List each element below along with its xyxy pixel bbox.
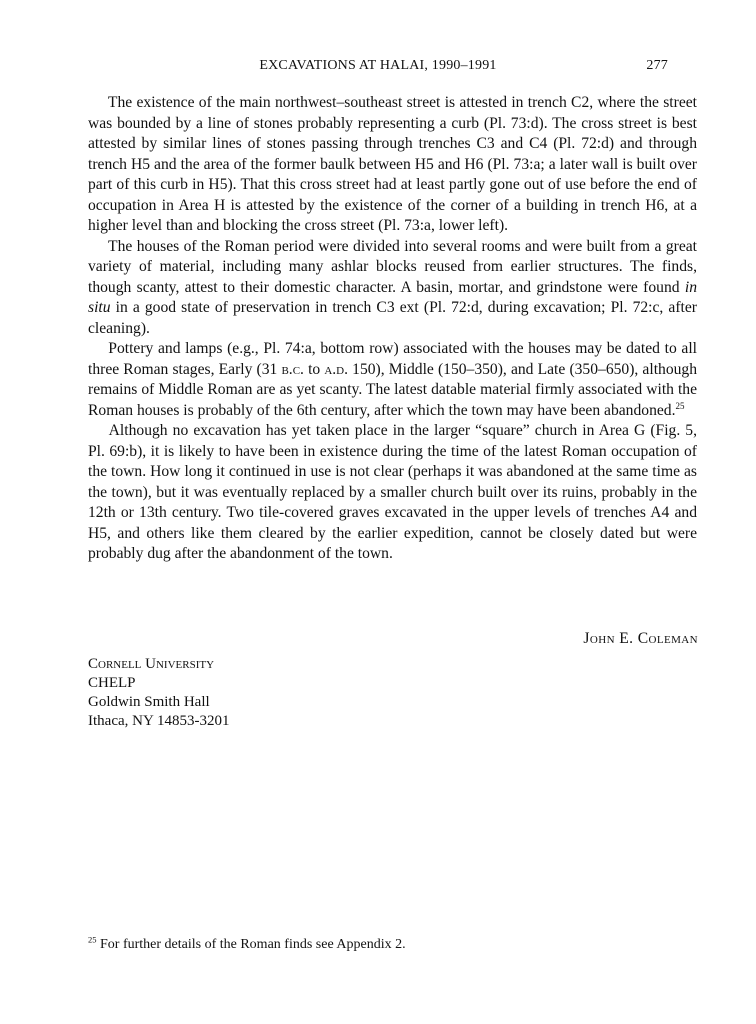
article-body bbox=[88, 93, 697, 565]
era-ad: a.d. bbox=[324, 360, 349, 378]
era-bc: b.c. bbox=[281, 360, 304, 378]
address-institution: Cornell University bbox=[88, 656, 215, 672]
footnote bbox=[88, 936, 697, 954]
page-number: 277 bbox=[646, 58, 668, 73]
paragraph-church-text: Although no excavation has yet taken place in the larger “square” church in Area G (Fig. 5, Pl. 69:b), it is likely to have been in existence during the time of the latest Roman occupation of the town. How long it continued in use is not clear (perhaps it was abandoned at the same time as the town), but it was eventually replaced by a smaller church built over its ruins, probably in the 12th or 13th century. Two tile-covered graves excavated in the upper levels of trenches A4 and H5, and others like them cleared by the earlier expedition, cannot be closely dated but were probably dug after the abandonment of the town. bbox=[88, 422, 697, 562]
paragraph-houses-text-a: The houses of the Roman period were divided into several rooms and were built from a great variety of material, including many ashlar blocks reused from earlier structures. The finds, though scanty, attest to their domestic character. A basin, mortar, and grindstone were found bbox=[88, 237, 697, 296]
paragraph-pottery-text-a: Pottery and lamps (e.g., Pl. 74:a, bottom row) associated with the houses may be dated to all three Roman stages, Early (31 bbox=[88, 340, 697, 378]
address-department: CHELP bbox=[88, 675, 136, 691]
footnote-reference[interactable]: 25 bbox=[675, 400, 685, 411]
author-signature: John E. Coleman bbox=[583, 630, 698, 647]
footnote-number: 25 bbox=[88, 934, 97, 945]
address-building: Goldwin Smith Hall bbox=[88, 694, 210, 710]
in-situ-italic: in situ bbox=[88, 278, 697, 316]
paragraph-pottery-text-b: 150), Middle (150–350), and Late (350–650), although remains of Middle Roman are as yet scanty. The latest datable material firmly associated with the Roman houses is probably of the 6th century, after which the town may have been abandoned. bbox=[88, 360, 698, 419]
paragraph-houses-text-b: in a good state of preservation in trench C3 ext (Pl. 72:d, during excavation; Pl. 72:c, after cleaning). bbox=[88, 299, 697, 337]
footnote-text: For further details of the Roman finds see Appendix 2. bbox=[100, 937, 406, 952]
paragraph-church bbox=[88, 421, 697, 565]
paragraph-houses bbox=[88, 237, 697, 340]
address-city: Ithaca, NY 14853-3201 bbox=[88, 713, 230, 729]
paragraph-pottery bbox=[88, 339, 697, 421]
running-title: EXCAVATIONS AT HALAI, 1990–1991 bbox=[259, 58, 497, 73]
paragraph-street-text: The existence of the main northwest–southeast street is attested in trench C2, where the street was bounded by a line of stones probably representing a curb (Pl. 73:d). The cross street is best attested by similar lines of stones passing through trenches C3 and C4 (Pl. 72:d) and through trench H5 and the area of the former baulk between H5 and H6 (Pl. 73:a; a later wall is built over part of this curb in H5). That this cross street had at least partly gone out of use before the end of occupation in Area H is attested by the existence of the corner of a building in trench H6, at a higher level than and blocking the cross street (Pl. 73:a, lower left). bbox=[88, 94, 698, 234]
paragraph-street bbox=[88, 93, 697, 237]
author-address bbox=[88, 655, 230, 731]
paragraph-pottery-to: to bbox=[303, 360, 325, 378]
running-header bbox=[88, 58, 668, 80]
